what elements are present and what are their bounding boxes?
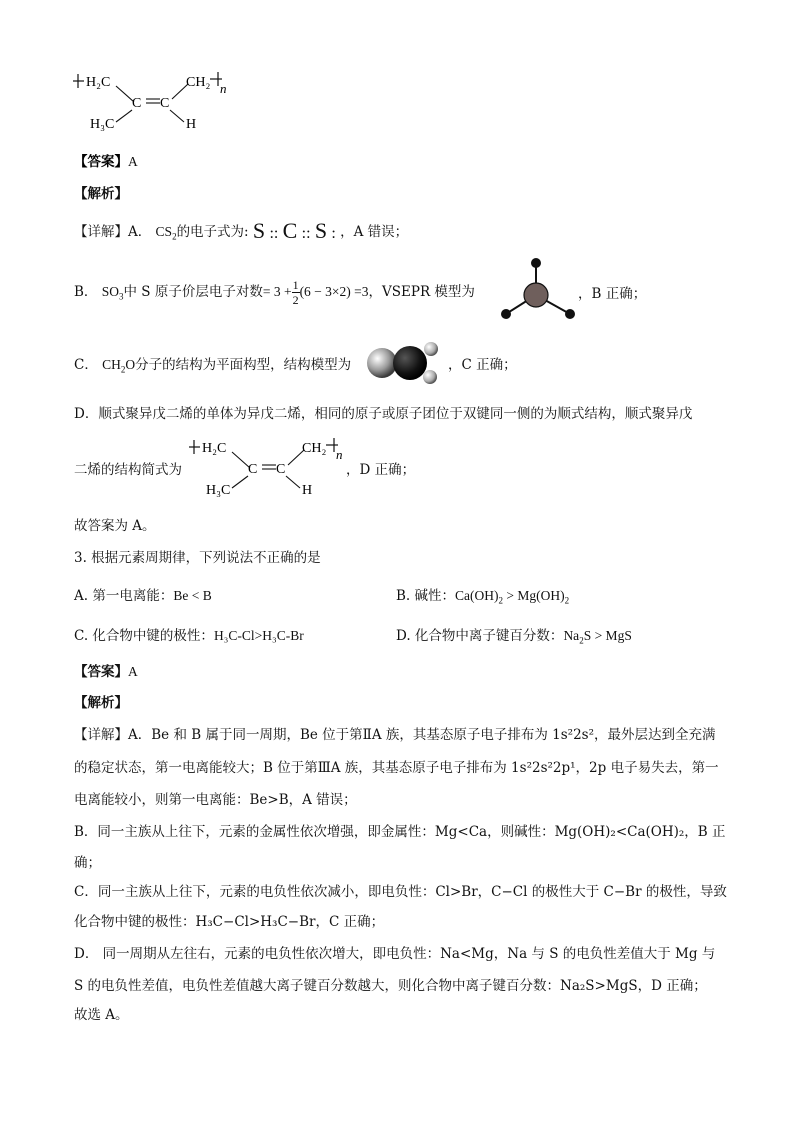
ch2-label: CH₂ (186, 75, 211, 90)
detail3-line6: C．同一主族从上往下，元素的电负性依次减小，即电负性：Cl>Br，C−Cl 的极性大于 C−Br 的极性，导致 (74, 884, 727, 900)
svg-text:n: n (336, 447, 343, 462)
answer-value: A (128, 154, 138, 169)
detail-a-prefix: 【详解】A． (74, 224, 152, 240)
h-label: H (186, 117, 197, 132)
n-subscript: n (220, 81, 227, 96)
svg-text:C: C (248, 462, 258, 477)
detail3-line9: S 的电负性差值，电负性差值越大离子键百分数越大，则化合物中离子键百分数：Na₂S>MgS，D 正确； (74, 978, 707, 994)
detail-c-suffix: ，C 正确； (448, 357, 517, 373)
analysis-label-1: 【解析】 (74, 186, 128, 202)
svg-text:H: H (302, 483, 313, 498)
detail-a-line (74, 216, 408, 242)
detail3-line5: 确； (74, 855, 101, 871)
c-atom-left: C (132, 96, 142, 111)
detail-a-mid: 的电子式为: (176, 224, 249, 240)
detail-b-line: B． $SO_3$中 S 原子价层电子对数= 3 + $\frac{1}{2}$ (6 − 3×2) =3，VSEPR 模型为 (74, 278, 475, 307)
ch2o-ball-model (364, 340, 444, 388)
detail3-line1: 【详解】A．Be 和 B 属于同一周期，Be 位于第ⅡA 族，其基态原子电子排布为 1s²2s²，最外层达到全充满 (74, 727, 716, 743)
detail3-line3: 电离能较小，则第一电离能：Be>B，A 错误； (74, 792, 357, 808)
detail-d-line2-prefix: 二烯的结构简式为 (74, 462, 182, 478)
answer-row-1 (74, 150, 138, 170)
c-atom-right: C (160, 96, 170, 111)
detail3-line10: 故选 A。 (74, 1007, 129, 1023)
analysis-label-3: 【解析】 (74, 695, 128, 711)
answer-label: 【答案】 (74, 154, 128, 170)
detail-c-line: C． $CH_2O$分子的结构为平面构型，结构模型为 (74, 357, 352, 375)
h3c-label: H₃C (90, 117, 115, 132)
detail3-line4: B．同一主族从上往下，元素的金属性依次增强，即金属性：Mg<Ca，则碱性：Mg(OH)₂<Ca(OH)₂，B 正 (74, 824, 726, 840)
svg-text:C: C (276, 462, 286, 477)
vsepr-trigonal-planar-model (496, 255, 580, 325)
fraction-one-half: $\frac{1}{2}$ (292, 278, 299, 307)
answer-row-3: 【答案】A (74, 664, 138, 680)
cs2-formula: $CS_2$ (155, 224, 177, 242)
svg-text:CH₂: CH₂ (302, 441, 327, 456)
h2c-label: H₂C (86, 75, 111, 90)
detail3-line7: 化合物中键的极性：H₃C−Cl>H₃C−Br，C 正确； (74, 914, 385, 930)
option-b: B. 碱性：$Ca(OH)_2 > Mg(OH)_2$ (396, 588, 570, 606)
detail-d-line2-suffix: ，D 正确； (346, 462, 416, 478)
ch2o-formula: $CH_2O$ (102, 357, 136, 375)
detail-b-suffix: ，B 正确； (578, 286, 647, 302)
cs2-lewis-structure: S :: C :: S : (252, 218, 336, 243)
svg-text:H₃C: H₃C (206, 483, 231, 498)
detail3-line2: 的稳定状态，第一电离能较大；B 位于第ⅢA 族，其基态原子电子排布为 1s²2s²2p¹，2p 电子易失去，第一 (74, 760, 719, 776)
polyisoprene-structure-inline (186, 432, 346, 504)
option-a: A. 第一电离能：Be < B (74, 588, 212, 604)
question-3-stem: 3. 根据元素周期律，下列说法不正确的是 (74, 550, 321, 566)
detail3-line8: D． 同一周期从左往右，元素的电负性依次增大，即电负性：Na<Mg，Na 与 S 的电负性差值大于 Mg 与 (74, 946, 716, 962)
option-d: D. 化合物中离子键百分数：$Na_2S$ > MgS (396, 628, 632, 646)
conclusion-1: 故答案为 A。 (74, 518, 156, 534)
so3-formula: $SO_3$ (101, 284, 124, 302)
detail-a-suffix: ，A 错误； (340, 224, 409, 240)
polyisoprene-structure-top (70, 66, 230, 138)
svg-text:H₂C: H₂C (202, 441, 227, 456)
option-c: C. 化合物中键的极性：H₃C-Cl>H₃C-Br (74, 628, 304, 644)
detail-d-line1: D．顺式聚异戊二烯的单体为异戊二烯，相同的原子或原子团位于双键同一侧的为顺式结构，顺式聚异戊 (74, 406, 693, 422)
